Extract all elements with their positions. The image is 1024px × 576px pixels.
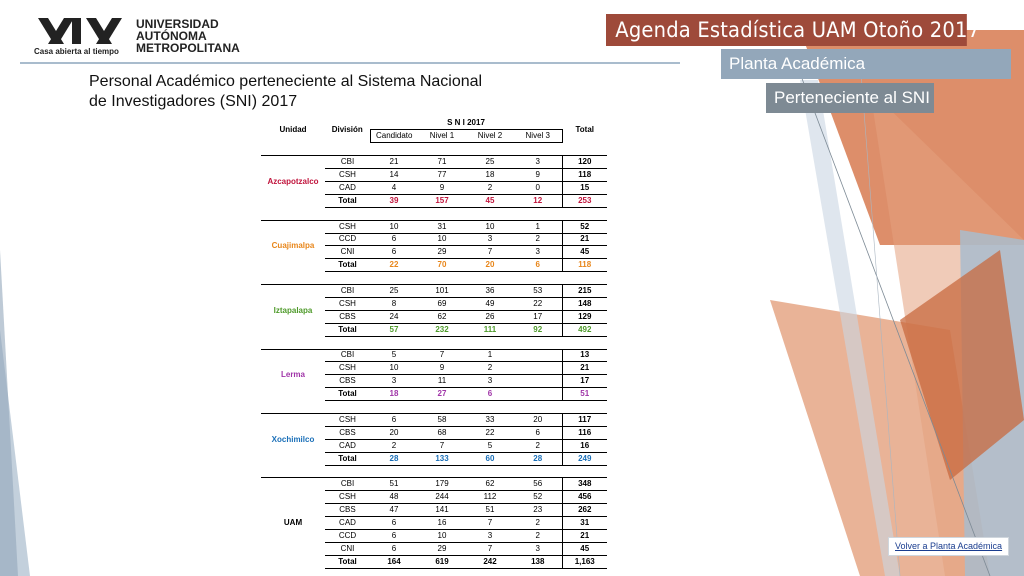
nivel-1-cell: 29	[418, 542, 466, 555]
nivel-3-cell: 20	[514, 413, 562, 426]
table-row	[261, 478, 607, 491]
total-cell: 118	[562, 259, 607, 272]
unit-name: Azcapotzalco	[261, 156, 325, 208]
header-division: División	[331, 124, 363, 134]
nivel-1-cell: 58	[418, 413, 466, 426]
nivel-3-cell: 2	[514, 517, 562, 530]
division-cell: Total	[325, 194, 370, 207]
candidato-cell: 6	[370, 233, 418, 246]
total-cell: 215	[562, 285, 607, 298]
total-cell: 52	[562, 220, 607, 233]
nivel-2-cell: 60	[466, 452, 514, 465]
nivel-3-cell: 2	[514, 530, 562, 543]
nivel-1-cell: 7	[418, 349, 466, 362]
logo-line-1: UNIVERSIDAD	[136, 17, 219, 31]
nivel-3-cell: 17	[514, 310, 562, 323]
nivel-2-cell: 22	[466, 426, 514, 439]
nivel-2-cell: 242	[466, 555, 514, 568]
total-cell: 15	[562, 181, 607, 194]
total-cell: 492	[562, 323, 607, 336]
nivel-1-cell: 133	[418, 452, 466, 465]
division-cell: Total	[325, 452, 370, 465]
nivel-2-cell: 25	[466, 156, 514, 169]
nivel-2-cell: 2	[466, 362, 514, 375]
nivel-1-cell: 68	[418, 426, 466, 439]
total-cell: 253	[562, 194, 607, 207]
nivel-2-cell: 5	[466, 439, 514, 452]
nivel-1-cell: 29	[418, 246, 466, 259]
candidato-cell: 25	[370, 285, 418, 298]
candidato-cell: 8	[370, 297, 418, 310]
header-total: Total	[575, 124, 594, 134]
candidato-cell: 47	[370, 504, 418, 517]
total-cell: 13	[562, 349, 607, 362]
header-sni: S N I 2017	[370, 117, 562, 130]
division-cell: CBS	[325, 504, 370, 517]
candidato-cell: 18	[370, 388, 418, 401]
division-cell: CAD	[325, 181, 370, 194]
division-cell: Total	[325, 555, 370, 568]
total-cell: 45	[562, 246, 607, 259]
nivel-1-cell: 7	[418, 439, 466, 452]
division-cell: CSH	[325, 413, 370, 426]
unit-name: Iztapalapa	[261, 285, 325, 337]
total-cell: 456	[562, 491, 607, 504]
total-cell: 116	[562, 426, 607, 439]
unit-name: Xochimilco	[261, 413, 325, 465]
nivel-1-cell: 10	[418, 233, 466, 246]
nivel-1-cell: 69	[418, 297, 466, 310]
table-row	[261, 220, 607, 233]
table-row	[261, 413, 607, 426]
nivel-2-cell: 6	[466, 388, 514, 401]
nivel-2-cell: 2	[466, 181, 514, 194]
nivel-3-cell	[514, 375, 562, 388]
total-cell: 21	[562, 362, 607, 375]
nivel-3-cell	[514, 388, 562, 401]
nivel-2-cell: 33	[466, 413, 514, 426]
candidato-cell: 57	[370, 323, 418, 336]
table-body	[261, 143, 607, 568]
spacer-row	[261, 272, 607, 285]
nivel-2-cell: 112	[466, 491, 514, 504]
candidato-cell: 3	[370, 375, 418, 388]
nivel-2-cell: 26	[466, 310, 514, 323]
table-row	[261, 156, 607, 169]
logo-line-3: METROPOLITANA	[136, 41, 240, 55]
nivel-2-cell: 10	[466, 220, 514, 233]
division-cell: CAD	[325, 517, 370, 530]
total-cell: 51	[562, 388, 607, 401]
nivel-3-cell: 92	[514, 323, 562, 336]
spacer-cell	[261, 401, 607, 414]
nivel-1-cell: 101	[418, 285, 466, 298]
nivel-3-cell: 3	[514, 542, 562, 555]
candidato-cell: 48	[370, 491, 418, 504]
division-cell: Total	[325, 259, 370, 272]
candidato-cell: 39	[370, 194, 418, 207]
nivel-3-cell: 12	[514, 194, 562, 207]
total-cell: 348	[562, 478, 607, 491]
spacer-cell	[261, 272, 607, 285]
total-cell: 45	[562, 542, 607, 555]
nivel-2-cell: 51	[466, 504, 514, 517]
header-divider	[20, 62, 680, 64]
total-cell: 21	[562, 233, 607, 246]
nivel-1-cell: 70	[418, 259, 466, 272]
nivel-1-cell: 77	[418, 169, 466, 182]
nivel-3-cell: 9	[514, 169, 562, 182]
spacer-row	[261, 465, 607, 478]
division-cell: CAD	[325, 439, 370, 452]
nivel-1-cell: 27	[418, 388, 466, 401]
spacer-row	[261, 143, 607, 156]
nivel-3-cell: 56	[514, 478, 562, 491]
division-cell: CBS	[325, 426, 370, 439]
division-cell: CCD	[325, 530, 370, 543]
candidato-cell: 4	[370, 181, 418, 194]
nivel-2-cell: 7	[466, 517, 514, 530]
nivel-2-cell: 20	[466, 259, 514, 272]
nivel-3-cell	[514, 349, 562, 362]
nivel-2-cell: 1	[466, 349, 514, 362]
division-cell: CBI	[325, 285, 370, 298]
division-cell: CBI	[325, 156, 370, 169]
candidato-cell: 6	[370, 530, 418, 543]
nivel-2-cell: 49	[466, 297, 514, 310]
nivel-1-cell: 10	[418, 530, 466, 543]
candidato-cell: 22	[370, 259, 418, 272]
nivel-1-cell: 179	[418, 478, 466, 491]
total-cell: 118	[562, 169, 607, 182]
nivel-2-cell: 3	[466, 233, 514, 246]
total-cell: 21	[562, 530, 607, 543]
nivel-1-cell: 244	[418, 491, 466, 504]
spacer-cell	[261, 207, 607, 220]
unit-name: Lerma	[261, 349, 325, 401]
division-cell: CBS	[325, 375, 370, 388]
unit-name: Cuajimalpa	[261, 220, 325, 272]
nivel-3-cell: 2	[514, 233, 562, 246]
uam-logo	[32, 16, 240, 56]
candidato-cell: 5	[370, 349, 418, 362]
total-cell: 117	[562, 413, 607, 426]
division-cell: CNI	[325, 246, 370, 259]
nivel-1-cell: 232	[418, 323, 466, 336]
candidato-cell: 6	[370, 517, 418, 530]
nivel-2-cell: 36	[466, 285, 514, 298]
nivel-3-cell: 3	[514, 246, 562, 259]
division-cell: Total	[325, 323, 370, 336]
table-header-row	[261, 117, 607, 130]
sni-table	[261, 117, 607, 569]
nivel-3-cell	[514, 362, 562, 375]
candidato-cell: 10	[370, 220, 418, 233]
total-cell: 249	[562, 452, 607, 465]
candidato-cell: 10	[370, 362, 418, 375]
division-cell: CBI	[325, 349, 370, 362]
candidato-cell: 14	[370, 169, 418, 182]
candidato-cell: 28	[370, 452, 418, 465]
nivel-2-cell: 45	[466, 194, 514, 207]
header-nivel-1: Nivel 1	[418, 130, 466, 143]
division-cell: Total	[325, 388, 370, 401]
nivel-1-cell: 9	[418, 362, 466, 375]
header-candidato: Candidato	[370, 130, 418, 143]
division-cell: CSH	[325, 220, 370, 233]
nivel-3-cell: 53	[514, 285, 562, 298]
unit-name: UAM	[261, 478, 325, 568]
candidato-cell: 164	[370, 555, 418, 568]
candidato-cell: 51	[370, 478, 418, 491]
header-nivel-3: Nivel 3	[514, 130, 562, 143]
candidato-cell: 6	[370, 413, 418, 426]
division-cell: CBS	[325, 310, 370, 323]
nivel-3-cell: 1	[514, 220, 562, 233]
division-cell: CSH	[325, 169, 370, 182]
nivel-3-cell: 28	[514, 452, 562, 465]
logo-line-2: AUTÓNOMA	[136, 29, 207, 43]
spacer-row	[261, 401, 607, 414]
nivel-3-cell: 0	[514, 181, 562, 194]
nivel-1-cell: 16	[418, 517, 466, 530]
candidato-cell: 2	[370, 439, 418, 452]
nivel-1-cell: 619	[418, 555, 466, 568]
nivel-1-cell: 9	[418, 181, 466, 194]
division-cell: CBI	[325, 478, 370, 491]
page-title-line-1: Personal Académico perteneciente al Sistema Nacional	[89, 73, 483, 90]
division-cell: CSH	[325, 297, 370, 310]
total-cell: 148	[562, 297, 607, 310]
nivel-3-cell: 2	[514, 439, 562, 452]
nivel-2-cell: 7	[466, 246, 514, 259]
logo-tagline: Casa abierta al tiempo	[34, 47, 119, 56]
header-unidad: Unidad	[279, 124, 307, 134]
section-subtitle-planta: Planta Académica	[721, 49, 1011, 79]
header-nivel-2: Nivel 2	[466, 130, 514, 143]
nivel-3-cell: 138	[514, 555, 562, 568]
logo-wordmark	[136, 18, 240, 54]
spacer-cell	[261, 336, 607, 349]
division-cell: CSH	[325, 491, 370, 504]
spacer-cell	[261, 143, 607, 156]
nivel-3-cell: 23	[514, 504, 562, 517]
uam-emblem-icon	[34, 16, 134, 46]
table-row	[261, 285, 607, 298]
candidato-cell: 21	[370, 156, 418, 169]
nivel-2-cell: 7	[466, 542, 514, 555]
nivel-2-cell: 62	[466, 478, 514, 491]
nivel-1-cell: 31	[418, 220, 466, 233]
total-cell: 1,163	[562, 555, 607, 568]
agenda-title: Agenda Estadística UAM Otoño 2017	[606, 14, 967, 46]
candidato-cell: 6	[370, 246, 418, 259]
total-cell: 129	[562, 310, 607, 323]
total-cell: 16	[562, 439, 607, 452]
section-subtitle-sni: Perteneciente al SNI	[766, 83, 934, 113]
candidato-cell: 6	[370, 542, 418, 555]
spacer-cell	[261, 465, 607, 478]
nivel-1-cell: 141	[418, 504, 466, 517]
total-cell: 120	[562, 156, 607, 169]
nivel-1-cell: 71	[418, 156, 466, 169]
candidato-cell: 24	[370, 310, 418, 323]
nivel-3-cell: 22	[514, 297, 562, 310]
total-cell: 17	[562, 375, 607, 388]
nivel-2-cell: 18	[466, 169, 514, 182]
division-cell: CCD	[325, 233, 370, 246]
division-cell: CSH	[325, 362, 370, 375]
nivel-1-cell: 11	[418, 375, 466, 388]
candidato-cell: 20	[370, 426, 418, 439]
page-title-line-2: de Investigadores (SNI) 2017	[89, 93, 298, 110]
nivel-2-cell: 111	[466, 323, 514, 336]
nivel-3-cell: 6	[514, 426, 562, 439]
nivel-1-cell: 62	[418, 310, 466, 323]
back-to-planta-link[interactable]: Volver a Planta Académica	[888, 537, 1009, 556]
nivel-3-cell: 3	[514, 156, 562, 169]
total-cell: 31	[562, 517, 607, 530]
nivel-2-cell: 3	[466, 530, 514, 543]
nivel-2-cell: 3	[466, 375, 514, 388]
spacer-row	[261, 336, 607, 349]
nivel-3-cell: 52	[514, 491, 562, 504]
division-cell: CNI	[325, 542, 370, 555]
nivel-1-cell: 157	[418, 194, 466, 207]
total-cell: 262	[562, 504, 607, 517]
spacer-row	[261, 207, 607, 220]
page-title	[89, 72, 549, 112]
nivel-3-cell: 6	[514, 259, 562, 272]
table-row	[261, 349, 607, 362]
